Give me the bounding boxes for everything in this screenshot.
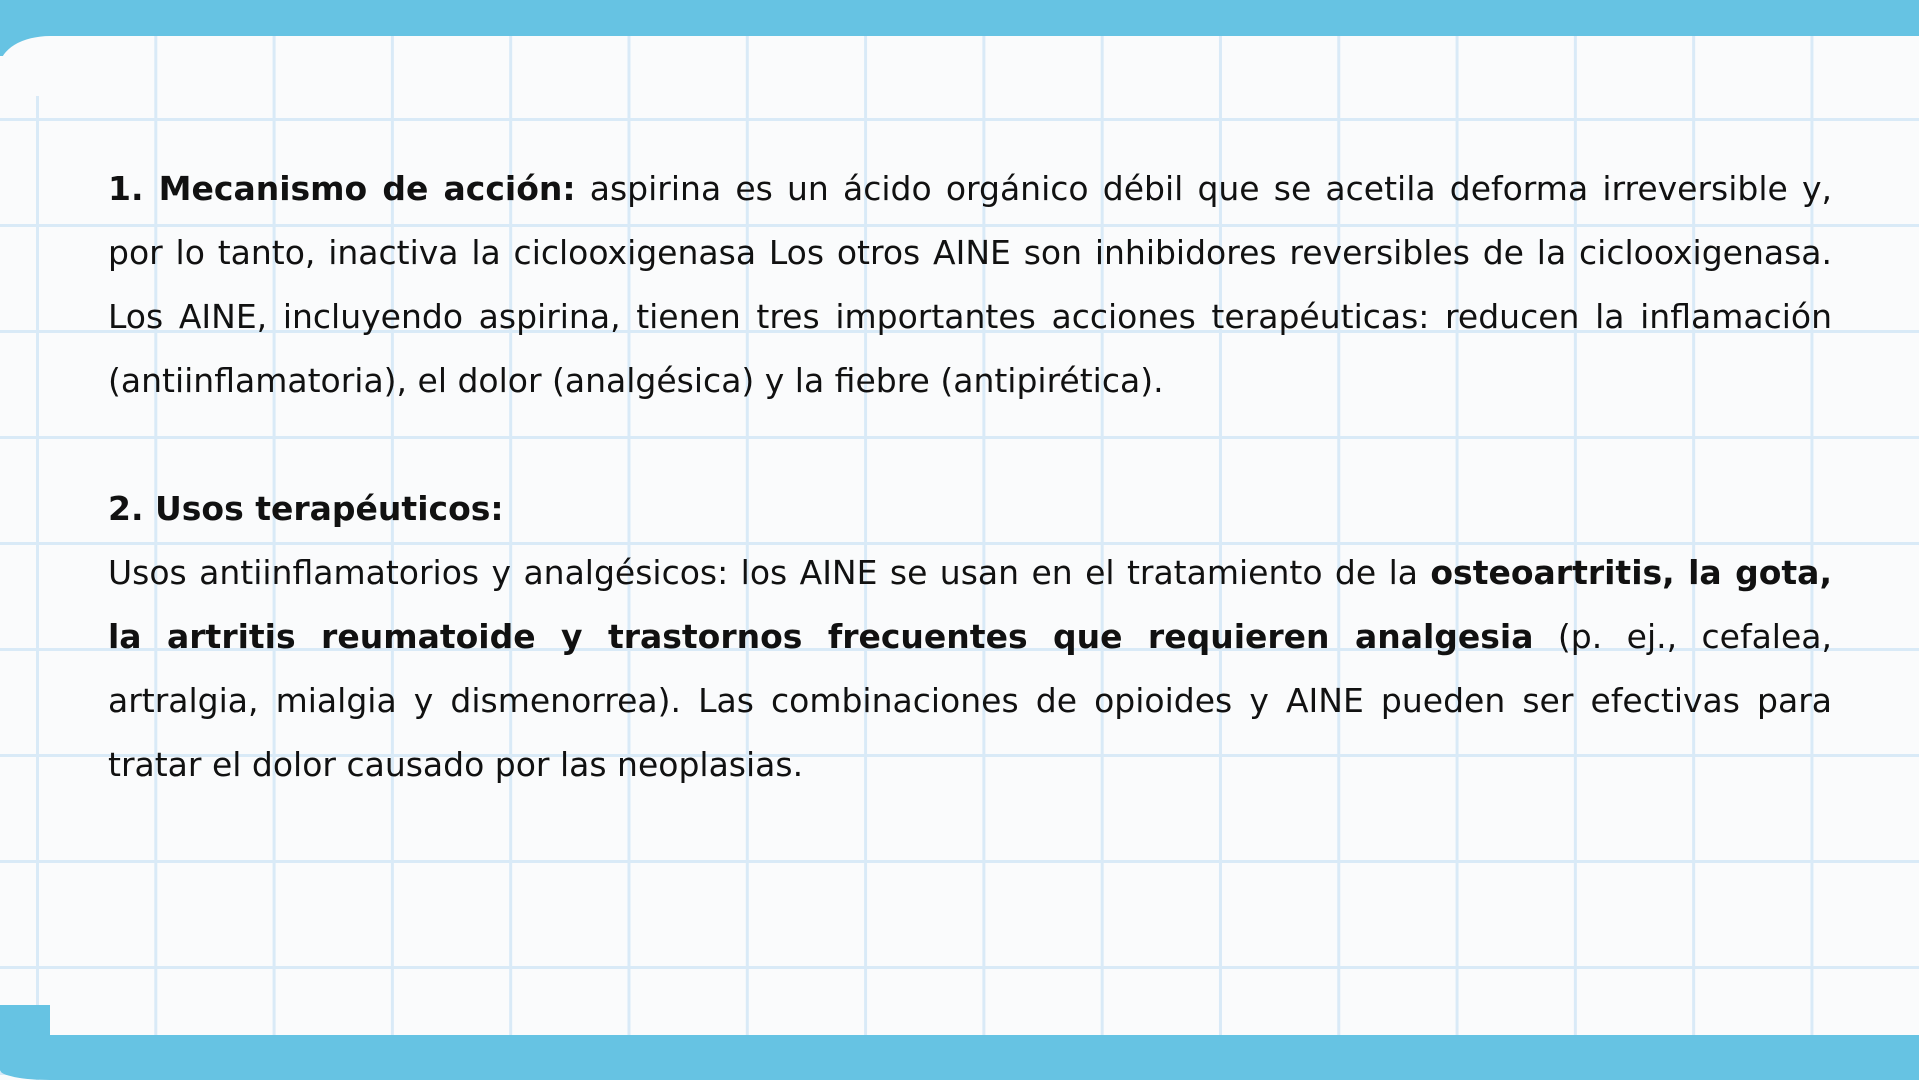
section-mecanismo bbox=[108, 157, 1832, 413]
section-usos-heading bbox=[108, 477, 1832, 541]
top-corner-curve bbox=[0, 36, 50, 56]
section-usos bbox=[108, 541, 1832, 797]
section-heading: 1. Mecanismo de acción: bbox=[108, 169, 576, 208]
top-border-bar bbox=[0, 0, 1919, 36]
section-text: (p. ej., cefalea, artralgia, mialgia y dismenorrea). Las combinaciones de opioides y AINE pueden ser efectivas para tratar el dolor causado por las neoplasias. bbox=[108, 617, 1832, 784]
slide-content bbox=[108, 157, 1832, 797]
section-text-bold: osteoartritis, la gota, la artritis reumatoide y trastornos frecuentes que requieren analgesia bbox=[108, 553, 1832, 656]
bottom-border-bar bbox=[0, 1035, 1919, 1080]
bottom-corner-curve bbox=[0, 1005, 50, 1035]
section-heading: 2. Usos terapéuticos: bbox=[108, 489, 504, 528]
section-text: Usos antiinflamatorios y analgésicos: los AINE se usan en el tratamiento de la bbox=[108, 553, 1431, 592]
section-text: aspirina es un ácido orgánico débil que se acetila deforma irreversible y, por lo tanto, inactiva la ciclooxigenasa Los otros AINE son inhibidores reversibles de la ciclooxigenasa. Los AINE, incluyendo aspirina, tienen tres importantes acciones terapéuticas: reducen la inflamación (antiinflamatoria), el dolor (analgésica) y la fiebre (antipirética). bbox=[108, 169, 1832, 400]
